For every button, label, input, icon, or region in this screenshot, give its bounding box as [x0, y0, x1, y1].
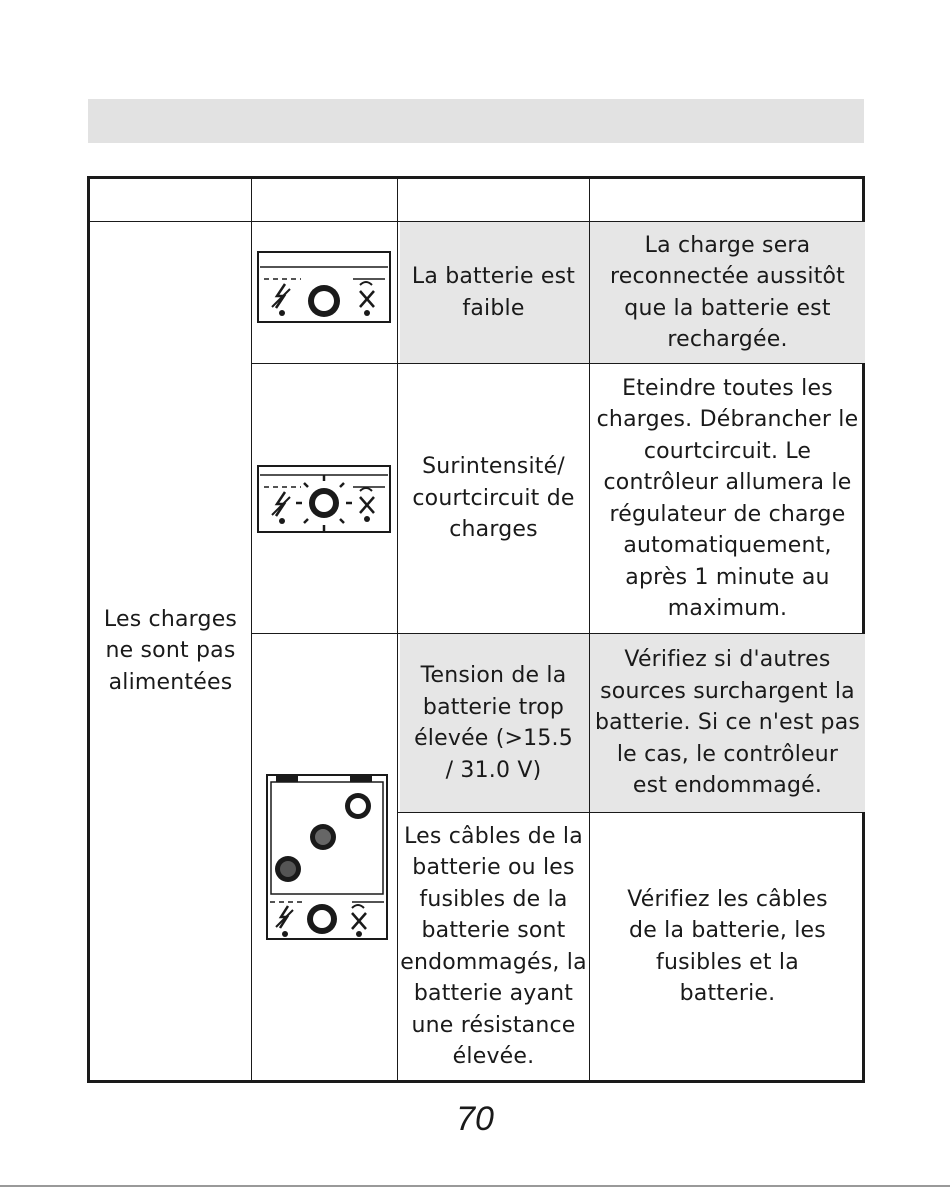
controller-leds-icon [266, 774, 388, 940]
remedy-cell: La charge sera reconnectée aussitôt que la batterie est rechargée. [609, 232, 846, 352]
troubleshooting-table [87, 176, 865, 1083]
remedy-cell: Vérifiez les câbles de la batterie, les fusibles et la batterie. [627, 886, 828, 1006]
symptom-cell: Les charges ne sont pas alimentées [103, 606, 238, 695]
remedy-cell: Eteindre toutes les charges. Débrancher le courtcircuit. Le contrôleur allumera le régulateur de charge automatiquement, après 1 minute au maximum. [596, 375, 859, 621]
cause-cell: Les câbles de la batterie ou les fusibles de la batterie sont endommagés, la batterie ayant une résistance élevée. [400, 823, 587, 1069]
load-led-flashing-icon [257, 463, 391, 535]
remedy-cell: Vérifiez si d'autres sources surchargent la batterie. Si ce n'est pas le cas, le contrôleur est endommagé. [594, 647, 861, 799]
section-header-bar [88, 99, 864, 143]
page-number: 70 [456, 1100, 494, 1138]
load-led-off-icon [257, 251, 391, 323]
column-divider [251, 179, 252, 1080]
cause-cell: Surintensité/ courtcircuit de charges [412, 454, 575, 543]
page-bottom-rule [0, 1185, 950, 1187]
cause-cell: Tension de la batterie trop élevée (>15.5 / 31.0 V) [414, 663, 573, 783]
cause-cell: La batterie est faible [411, 264, 576, 321]
